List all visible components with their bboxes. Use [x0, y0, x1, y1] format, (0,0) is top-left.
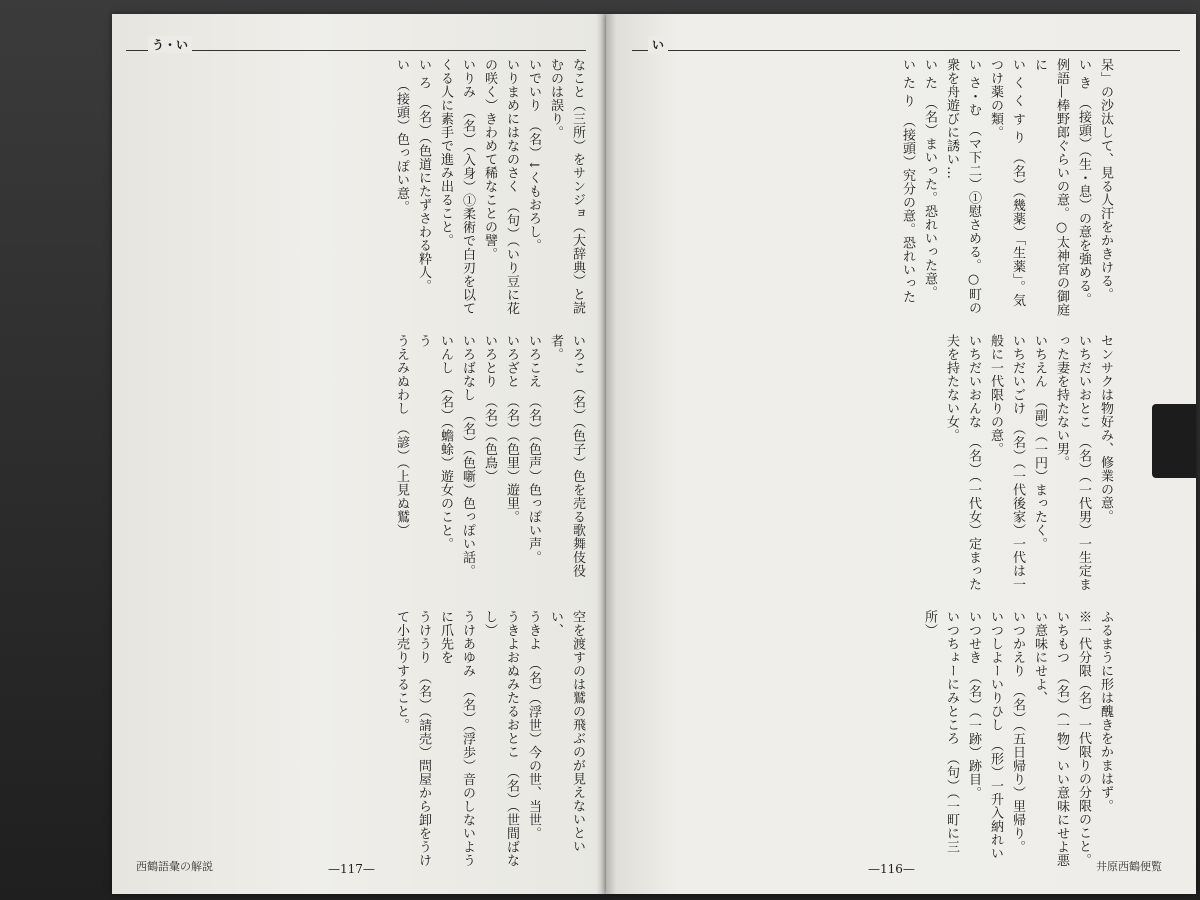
left-top-entry: い ろ （名）（色道にたずさわる粋人。 — [416, 58, 431, 293]
left-top-entry: いりまめにはなのさく （句）（いり豆に花の咲く）きわめて稀なことの譬。 — [482, 58, 519, 315]
right-top-entry: い た り （接頭）究分の意。恐れいった — [900, 58, 915, 304]
left-bottom-columns — [130, 610, 588, 870]
right-bottom-entry: ※一代分限（名）一代限りの分限のこと。 — [1076, 610, 1091, 867]
right-bottom-columns — [646, 610, 1116, 870]
left-middle-columns — [130, 334, 588, 594]
left-page-number: —117— — [328, 862, 375, 876]
right-top-columns — [646, 58, 1116, 318]
binder-clip — [1152, 404, 1196, 478]
right-bottom-entry: いつちょーにみところ （句）（一町に三所） — [922, 610, 959, 854]
right-bottom-entry: いつかえり （名）（五日帰り）里帰り。 — [1010, 610, 1025, 854]
right-middle-entry: いちだいおんな （名）（一代女）定まった夫を持たない女。 — [944, 334, 981, 591]
right-bottom-entry: ふるまうに形は醜きをかまはず。 — [1098, 610, 1113, 813]
left-bottom-entry: うきよ （名）（浮世）今の世、当世。 — [526, 610, 541, 840]
left-middle-entry: うえみぬわし （諺）（上見ぬ鷲） — [394, 334, 409, 537]
left-header-label: う・い — [148, 36, 192, 53]
left-top-entry: なこと（三所）をサンジョ（大辞典）と読むのは誤り。 — [548, 58, 585, 315]
left-bottom-entry: うきよおぬみたるおとこ （名）（世間ばなし） — [482, 610, 519, 867]
left-middle-entry: いろざと （名）（色里）遊里。 — [504, 334, 519, 524]
right-bottom-entry: いつせき （名）（一跡）跡目。 — [966, 610, 981, 800]
left-middle-entry: いろばなし （名）（色噺）色っぽい話。 — [460, 334, 475, 578]
left-middle-entry: いんし （名）（蟾蜍）遊女のこと。 — [438, 334, 453, 551]
left-page — [112, 14, 606, 894]
right-middle-entry: いちだいごけ （名）（一代後家）一代は一般に一代限りの意。 — [988, 334, 1025, 591]
right-top-entry: い さ・む （マ下二）①慰さめる。○町の衆を舟遊びに誘い… — [944, 58, 981, 315]
right-page — [606, 14, 1196, 894]
right-header-rule — [632, 50, 1180, 51]
right-top-entry: い た （名）まいった。恐れいった意。 — [922, 58, 937, 300]
left-middle-entry: いろこえ （名）（色声）色っぽい声。 — [526, 334, 541, 564]
right-middle-entry: センサクは物好み、修業の意。 — [1098, 334, 1113, 523]
right-footer-title: 井原西鶴便覧 — [1096, 860, 1162, 873]
left-bottom-entry: うけうり （名）（請売）問屋から卸をうけて小売りすること。 — [394, 610, 431, 867]
right-middle-entry: いちだいおとこ （名）（一代男）一生定まった妻を持たない男。 — [1054, 334, 1091, 591]
left-middle-entry: いろとり （名）（色鳥） — [482, 334, 497, 483]
left-top-entry: いりみ （名）（入身）①柔術で白刃を以てくる人に素手で進み出ること。 — [438, 58, 475, 315]
left-bottom-entry: 空を渡すのは鷲の飛ぶのが見えないといい、 — [548, 610, 585, 853]
right-bottom-entry: いつしよーいりひし （形）一升入納れい — [988, 610, 1003, 860]
right-top-entry: 呆」の沙汰して、見る人汗をかきける。 — [1098, 58, 1113, 301]
right-bottom-entry: いちもつ （名）（一物）いい意味にせよ悪い意味にせよ、 — [1032, 610, 1069, 867]
book-gutter — [596, 14, 616, 894]
left-top-columns — [130, 58, 588, 318]
left-top-entry: いでいり （名）↓くもおろし。 — [526, 58, 541, 252]
right-page-number: —116— — [868, 862, 915, 876]
right-top-entry: い き （接頭）（生・息）の意を強める。例語—棒野郎ぐらいの意。○太神宮の御庭に — [1032, 58, 1091, 317]
right-header-label: い — [648, 36, 668, 53]
left-footer-title: 西鶴語彙の解説 — [136, 860, 213, 873]
right-middle-columns — [646, 334, 1116, 594]
left-top-entry: い （接頭）色っぽい意。 — [394, 58, 409, 214]
left-middle-entry: いろこ （名）（色子）色を売る歌舞伎役者。 — [548, 334, 585, 578]
right-top-entry: い く く す り （名）（幾薬）「生薬」。気つけ薬の類。 — [988, 58, 1025, 308]
left-header-rule — [126, 50, 586, 51]
right-middle-entry: いちえん （副）（一円）まったく。 — [1032, 334, 1047, 551]
left-bottom-entry: うけあゆみ （名）（浮歩）音のしないように爪先を — [438, 610, 475, 867]
left-middle-entry: う — [416, 334, 431, 348]
